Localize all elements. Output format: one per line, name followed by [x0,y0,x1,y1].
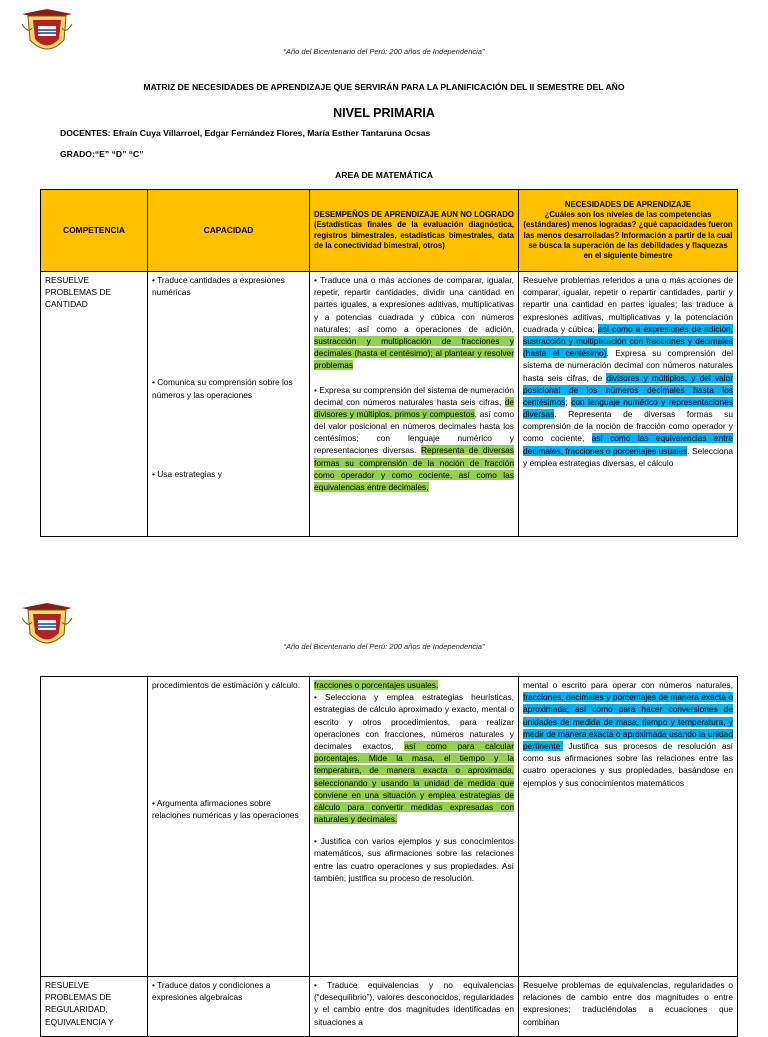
motto: “Año del Bicentenario del Perú: 200 años de Independencia” [283,47,485,56]
desempeno-text: • Expresa su comprensión del sistema de numeración decimal con números naturales hasta seis cifras, [314,384,514,407]
header-desempenos: DESEMPEÑOS DE APRENDIZAJE AUN NO LOGRADO (Estadísticas finales de la evaluación diagnóstica, registros bimestrales, estadísticas bimestrales, data de la conectividad bimestral, otros) [310,190,519,272]
page-2 [0,586,768,1027]
competencia-text: RESUELVE PROBLEMAS DE REGULARIDAD, EQUIVALENCIA Y [45,980,114,1027]
capacidad-item: procedimientos de estimación y cálculo. [152,680,301,690]
cell-desempenos [310,977,519,1037]
cell-desempenos [310,272,519,537]
desempeno-highlight: así como para calcular porcentajes. Mide la masa, el tiempo y la temperatura, de manera exacta o aproximada, seleccionando y usando la unidad de medida que conviene en una situación y emplea estrategias de cálculo para convertir medidas expresadas con naturales y decimales. [314,740,514,825]
cell-necesidades [519,977,738,1037]
desempeno-highlight: sustracción y multiplicación de fracciones y decimales (hasta el centésimo); al plantear y resolver problemas [314,335,514,371]
cell-capacidad [148,977,310,1037]
needs-matrix-table-continued [40,676,738,1037]
desempeno-highlight: de divisores y múltiplos, primos y compuestos [314,396,514,419]
cell-necesidades [519,677,738,977]
cell-competencia [41,272,148,537]
necesidad-text: Resuelve problemas referidos a una o más acciones de comparar, igualar, repetir o repartir cantidades, partir y repartir una cantidad en partes iguales; las traduce a expresiones aditivas, multiplicativas y la potenciación cuadrada y cúbica; [523,275,733,334]
desempeno-highlight: fracciones o porcentajes usuales. [314,680,439,690]
necesidad-text: mental o escrito para operar con números naturales, [523,680,733,690]
necesidad-text: . Selecciona y emplea estrategias diversas, el cálculo [523,445,733,468]
desempeno-text: • Justifica con varios ejemplos y sus conocimientos matemáticos, sus afirmaciones sobre las relaciones entre las cuatro operaciones y sus propiedades. Así también, justifica su proceso de resolución. [314,836,514,883]
capacidad-item: • Comunica su comprensión sobre los números y las operaciones [152,377,293,400]
necesidad-text: . Representa de diversas formas su comprensión de la noción de fracción como operador y como cociente, [523,409,733,444]
grade-line: GRADO:“E” “D” “C” [60,149,144,159]
cell-capacidad [148,677,310,977]
cell-competencia [41,977,148,1037]
cell-desempenos [310,677,519,977]
necesidad-text: Resuelve problemas de equivalencias, regularidades o relaciones de cambio entre dos magnitudes o entre expresiones; traduciéndolas a ecuaciones que combinan [523,980,733,1027]
capacidad-item: • Argumenta afirmaciones sobre relaciones numéricas y las operaciones [152,798,299,821]
header-competencia: COMPETENCIA [41,190,148,272]
desempeno-text: , así como del valor posicional en números decimales hasta los centésimos; con lenguaje numérico y representaciones diversas. [314,408,514,456]
necesidad-highlight: fracciones, decimales y porcentajes de manera exacta o aproximada; así como para hacer conversiones de unidades de medida de masa, tiempo y temperatura, y medir de manera exacta o aproximada usando la unidad pertinente. [523,692,733,751]
necesidad-text: . Expresa su comprensión del sistema de numeración decimal con números naturales hasta seis cifras, de [523,348,733,383]
desempeno-highlight: Representa de diversas formas su comprensión de la noción de fracción como operador y como cociente, así como las equivalencias entre decimales, [314,445,514,492]
necesidad-highlight: divisores y múltiplos, y del valor posicional de los números decimales hasta los centésimos [523,372,733,407]
header-necesidades-body: ¿Cuáles son los niveles de las competencias (estándares) menos logradas? ¿qué capacidades fueron las menos desarrolladas? Información a partir de la cual se busca la superación de las debilidades y flaquezas en el siguiente bimestre [523,210,733,260]
necesidad-highlight: con lenguaje numérico y representaciones diversas [523,396,733,420]
header-necesidades [519,190,738,272]
document-title: MATRIZ DE NECESIDADES DE APRENDIZAJE QUE SERVIRÁN PARA LA PLANIFICACIÓN DEL II SEMESTRE DEL AÑO [143,82,625,92]
necesidad-text: Justifica sus procesos de resolución así como sus afirmaciones sobre las relaciones entre las cuatro operaciones y sus propiedades, basándose en ejemplos y sus conocimientos matemáticos [523,740,733,788]
necesidad-highlight: así como a expresiones de adición, sustracción y multiplicación con fracciones y decimales (hasta el centésimo) [523,323,733,359]
capacidad-item: • Traduce cantidades a expresiones numéricas [152,275,285,298]
area-title: AREA DE MATEMÁTICA [335,170,433,180]
competencia-text: RESUELVE PROBLEMAS DE CANTIDAD [45,275,112,310]
capacidad-item: • Traduce datos y condiciones a expresiones algebraicas [152,980,271,1003]
desempeno-text: • Traduce equivalencias y no equivalencias (“desequilibrio”), valores desconocidos, regularidades y el cambio entre dos magnitudes identificadas en situaciones a [314,980,514,1027]
capacidad-item: • Usa estrategias y [152,468,222,479]
level-title: NIVEL PRIMARIA [333,106,435,120]
cell-necesidades [519,272,738,537]
cell-capacidad [148,272,310,537]
desempeno-text: • Selecciona y emplea estrategias heurísticas, estrategias de cálculo aproximado y exacto, mental o escrito y otros procedimientos, para realizar operaciones con fracciones, números naturales y decimales exactos, [314,692,514,751]
teachers-line: DOCENTES: Efraín Cuya Villarroel, Edgar Fernández Flores, María Esther Tantaruna Ocsas [60,128,431,138]
desempeno-text: • Traduce una o más acciones de comparar, igualar, repetir, repartir cantidades, dividir una cantidad en partes iguales, a expresiones aditivas, multiplicativas y a potencias cuadrada y cúbica con números naturales; así como a operaciones de adición, [314,275,514,334]
page-gap [0,560,768,586]
necesidad-text: ; [565,396,572,407]
header-necesidades-title: NECESIDADES DE APRENDIZAJE [564,200,692,210]
motto: “Año del Bicentenario del Perú: 200 años de Independencia” [283,642,485,651]
header-capacidad: CAPACIDAD [148,190,310,272]
necesidad-highlight: así como las equivalencias entre decimales, fracciones o porcentajes usuales [523,433,733,456]
cell-competencia [41,677,148,977]
needs-matrix-table [40,189,738,537]
